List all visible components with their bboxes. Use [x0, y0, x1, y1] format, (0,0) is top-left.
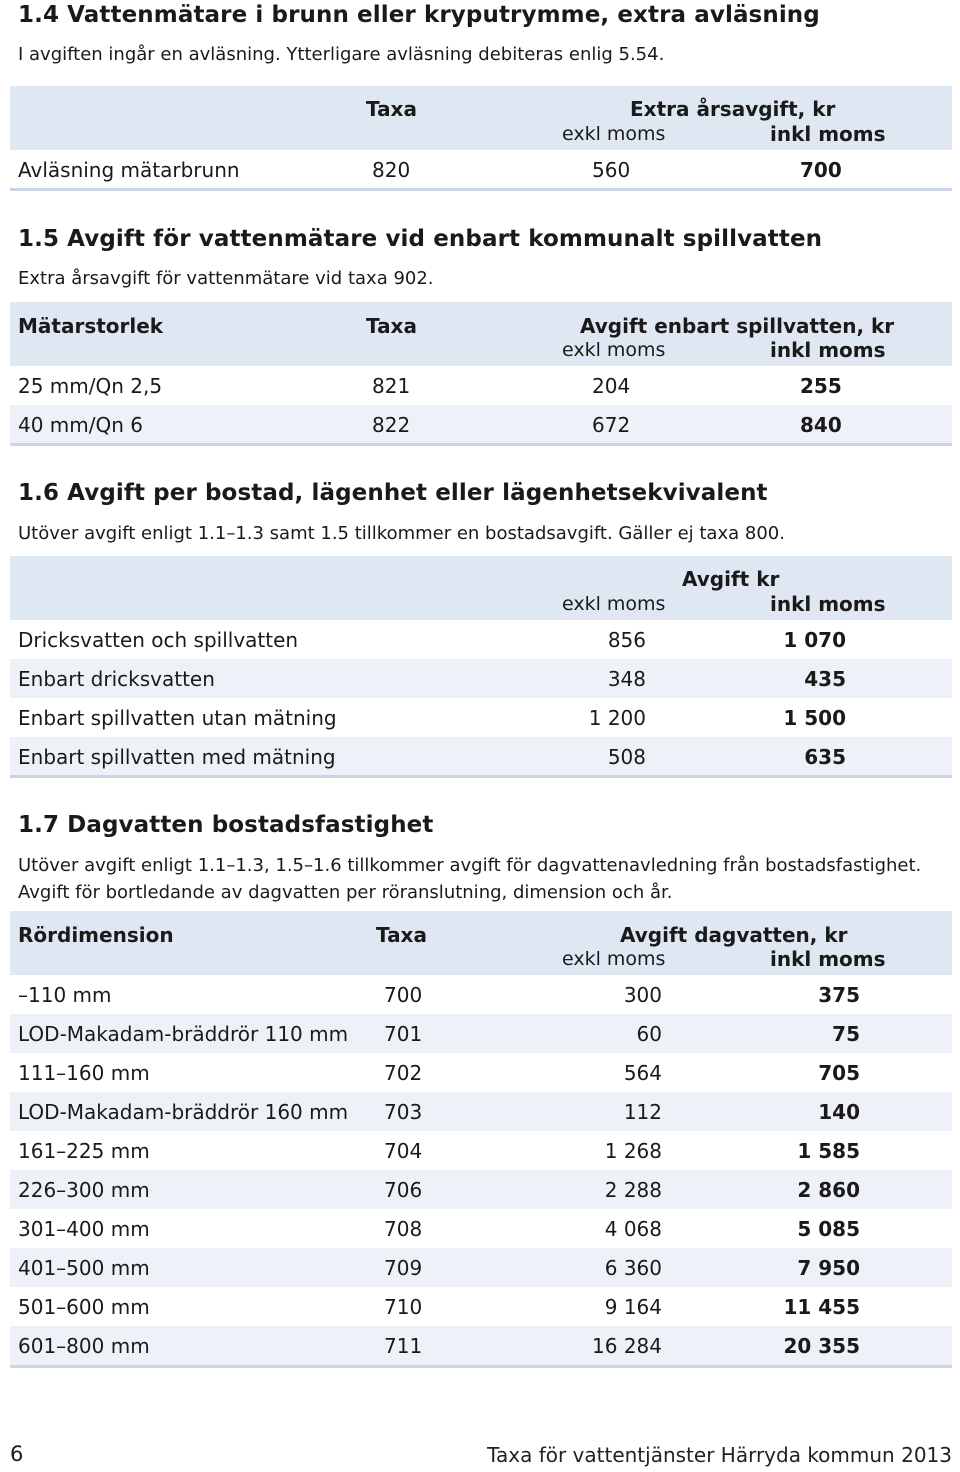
row-label: 40 mm/Qn 6: [18, 413, 144, 437]
table-bottom-rule: [10, 775, 952, 778]
footer-title: Taxa för vattentjänster Härryda kommun 2013: [487, 1443, 952, 1467]
row-inkl: 75: [832, 1022, 860, 1046]
table-row: [10, 1170, 952, 1209]
col-inkl-header: inkl moms: [770, 592, 886, 616]
row-exkl: 300: [623, 983, 662, 1007]
table-row: [10, 1326, 952, 1365]
row-inkl: 1 585: [797, 1139, 860, 1163]
table-bottom-rule: [10, 443, 952, 446]
row-label: 226–300 mm: [18, 1178, 150, 1202]
table-bottom-rule: [10, 188, 952, 191]
row-inkl: 375: [818, 983, 860, 1007]
row-label: 601–800 mm: [18, 1334, 150, 1358]
col-exkl-header: exkl moms: [562, 123, 666, 145]
row-exkl: 1 200: [588, 706, 646, 730]
row-inkl: 1 070: [783, 628, 846, 652]
section-1-6-intro: Utöver avgift enligt 1.1–1.3 samt 1.5 tillkommer en bostadsavgift. Gäller ej taxa 800.: [18, 523, 785, 544]
section-1-5-intro: Extra årsavgift för vattenmätare vid taxa 902.: [18, 268, 434, 289]
table-1-7: [10, 911, 952, 1365]
col-group-header: Avgift enbart spillvatten, kr: [580, 314, 895, 338]
row-exkl: 856: [607, 628, 646, 652]
page-number: 6: [10, 1442, 24, 1466]
row-exkl: 508: [607, 745, 646, 769]
row-label: 111–160 mm: [18, 1061, 150, 1085]
table-row: [10, 659, 952, 698]
row-taxa: 709: [384, 1256, 423, 1280]
col-group-header: Avgift dagvatten, kr: [620, 923, 848, 947]
col-inkl-header: inkl moms: [770, 122, 886, 146]
table-header: [10, 556, 952, 620]
table-row: [10, 620, 952, 659]
table-row: [10, 1287, 952, 1326]
table-row: [10, 737, 952, 776]
table-header: [10, 302, 952, 366]
section-1-5-title: 1.5 Avgift för vattenmätare vid enbart kommunalt spillvatten: [18, 226, 823, 252]
table-row: [10, 1131, 952, 1170]
row-inkl: 20 355: [783, 1334, 860, 1358]
section-1-7-intro-2: Avgift för bortledande av dagvatten per röranslutning, dimension och år.: [18, 882, 673, 903]
section-1-4-intro: I avgiften ingår en avläsning. Ytterligare avläsning debiteras enlig 5.54.: [18, 44, 665, 65]
row-exkl: 564: [623, 1061, 662, 1085]
row-exkl: 1 268: [604, 1139, 662, 1163]
row-inkl: 635: [804, 745, 846, 769]
row-label: Enbart dricksvatten: [18, 667, 215, 691]
row-inkl: 435: [804, 667, 846, 691]
table-row: [10, 1053, 952, 1092]
row-exkl: 6 360: [604, 1256, 662, 1280]
col-group-header: Avgift kr: [682, 567, 780, 591]
row-taxa: 701: [384, 1022, 423, 1046]
row-label: 401–500 mm: [18, 1256, 150, 1280]
row-exkl: 560: [592, 158, 631, 182]
row-label: LOD-Makadam-bräddrör 110 mm: [18, 1022, 349, 1046]
col-exkl-header: exkl moms: [562, 593, 666, 615]
row-taxa: 708: [384, 1217, 423, 1241]
row-label: 25 mm/Qn 2,5: [18, 374, 163, 398]
row-exkl: 4 068: [604, 1217, 662, 1241]
row-taxa: 702: [384, 1061, 423, 1085]
row-label: LOD-Makadam-bräddrör 160 mm: [18, 1100, 349, 1124]
row-label: 301–400 mm: [18, 1217, 150, 1241]
row-label: Enbart spillvatten utan mätning: [18, 706, 337, 730]
table-row: [10, 1248, 952, 1287]
row-inkl: 255: [800, 374, 842, 398]
col-taxa-header: Taxa: [366, 97, 417, 121]
col-inkl-header: inkl moms: [770, 947, 886, 971]
col-rordimension-header: Rördimension: [18, 923, 174, 947]
row-taxa: 710: [384, 1295, 423, 1319]
row-inkl: 840: [800, 413, 842, 437]
table-row: [10, 405, 952, 444]
row-inkl: 700: [800, 158, 842, 182]
row-inkl: 140: [818, 1100, 860, 1124]
col-exkl-header: exkl moms: [562, 339, 666, 361]
section-1-6-title: 1.6 Avgift per bostad, lägenhet eller lägenhetsekvivalent: [18, 480, 768, 506]
section-1-7-intro-1: Utöver avgift enligt 1.1–1.3, 1.5–1.6 tillkommer avgift för dagvattenavledning från bostadsfastighet.: [18, 855, 922, 876]
row-label: Enbart spillvatten med mätning: [18, 745, 336, 769]
table-row: [10, 975, 952, 1014]
table-row: [10, 1209, 952, 1248]
row-taxa: 703: [384, 1100, 423, 1124]
row-exkl: 112: [623, 1100, 662, 1124]
row-taxa: 704: [384, 1139, 423, 1163]
row-exkl: 204: [592, 374, 631, 398]
row-inkl: 5 085: [797, 1217, 860, 1241]
row-label: –110 mm: [18, 983, 112, 1007]
table-row: [10, 366, 952, 405]
row-exkl: 2 288: [604, 1178, 662, 1202]
row-exkl: 60: [636, 1022, 662, 1046]
table-row: [10, 1092, 952, 1131]
row-label: Avläsning mätarbrunn: [18, 158, 240, 182]
row-taxa: 822: [372, 413, 411, 437]
col-group-header: Extra årsavgift, kr: [630, 97, 836, 121]
table-1-5: [10, 302, 952, 444]
row-taxa: 700: [384, 983, 423, 1007]
table-header: [10, 86, 952, 150]
col-taxa-header: Taxa: [376, 923, 427, 947]
row-exkl: 16 284: [592, 1334, 662, 1358]
row-exkl: 9 164: [604, 1295, 662, 1319]
row-inkl: 1 500: [783, 706, 846, 730]
row-label: 161–225 mm: [18, 1139, 150, 1163]
row-exkl: 348: [607, 667, 646, 691]
row-taxa: 821: [372, 374, 411, 398]
table-1-4: [10, 86, 952, 189]
table-header: [10, 911, 952, 975]
row-taxa: 820: [372, 158, 411, 182]
section-1-4-title: 1.4 Vattenmätare i brunn eller kryputrymme, extra avläsning: [18, 2, 820, 28]
col-taxa-header: Taxa: [366, 314, 417, 338]
row-inkl: 2 860: [797, 1178, 860, 1202]
row-taxa: 711: [384, 1334, 423, 1358]
col-exkl-header: exkl moms: [562, 948, 666, 970]
col-matarstorlek-header: Mätarstorlek: [18, 314, 164, 338]
row-label: Dricksvatten och spillvatten: [18, 628, 299, 652]
table-1-6: [10, 556, 952, 776]
row-inkl: 11 455: [783, 1295, 860, 1319]
row-inkl: 7 950: [797, 1256, 860, 1280]
col-inkl-header: inkl moms: [770, 338, 886, 362]
table-bottom-rule: [10, 1365, 952, 1368]
row-exkl: 672: [592, 413, 631, 437]
table-row: [10, 698, 952, 737]
row-inkl: 705: [818, 1061, 860, 1085]
row-label: 501–600 mm: [18, 1295, 150, 1319]
row-taxa: 706: [384, 1178, 423, 1202]
table-row: [10, 1014, 952, 1053]
section-1-7-title: 1.7 Dagvatten bostadsfastighet: [18, 812, 434, 838]
table-row: [10, 150, 952, 189]
